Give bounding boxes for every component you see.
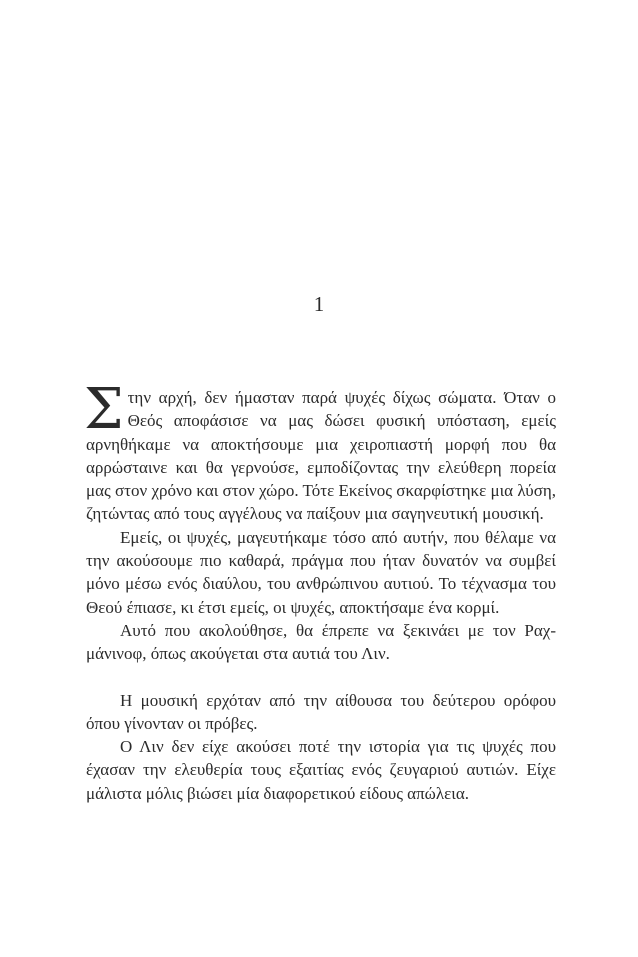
chapter-body <box>84 377 556 805</box>
paragraph: Ο Λιν δεν είχε ακούσει ποτέ την ιστορία για τις ψυχές που έχασαν την ελευθερία τους εξαιτίας ενός ζευγαριού αυτιών. Είχε μάλιστα μόλις βιώσει μία διαφορετικού είδους απώλεια. <box>86 737 556 803</box>
paragraph-text: την αρχή, δεν ήμασταν παρά ψυχές δίχως σώματα. Όταν ο Θεός αποφάσισε να μας δώσει φυσική υπόσταση, εμείς αρνηθήκαμε να αποκτήσουμε μια χειροπιαστή μορφή που θα αρρώσταινε και θα γερνούσε, εμποδίζοντας την ελεύθερη πορεία μας στον χρόνο και στον χώρο. Τότε Εκείνος σκαρφίστηκε μια λύση, ζητώντας από τους αγγέλους να παίξουν μια σαγηνευτική μουσική. <box>86 388 556 524</box>
paragraph: Αυτό που ακολούθησε, θα έπρεπε να ξεκινάει με τον Ραχμάνινοφ, όπως ακούγεται στα αυτιά του Λιν. <box>86 620 556 664</box>
paragraph <box>84 377 556 526</box>
paragraph: Η μουσική ερχόταν από την αίθουσα του δεύτερου ορόφου όπου γίνονταν οι πρόβες. <box>86 690 556 733</box>
drop-cap: Σ <box>84 377 124 442</box>
chapter-number: 1 <box>313 292 325 316</box>
paragraph: Εμείς, οι ψυχές, μαγευτήκαμε τόσο από αυτήν, που θέλαμε να την ακούσουμε πιο καθαρά, πράγμα που ήταν δυνατόν να συμβεί μόνο μέσω ενός διαύλου, του ανθρώπινου αυτιού. Το τέχνασμα του Θεού έπιασε, κι έτσι εμείς, οι ψυχές, αποκτήσαμε ένα κορμί. <box>86 527 556 617</box>
